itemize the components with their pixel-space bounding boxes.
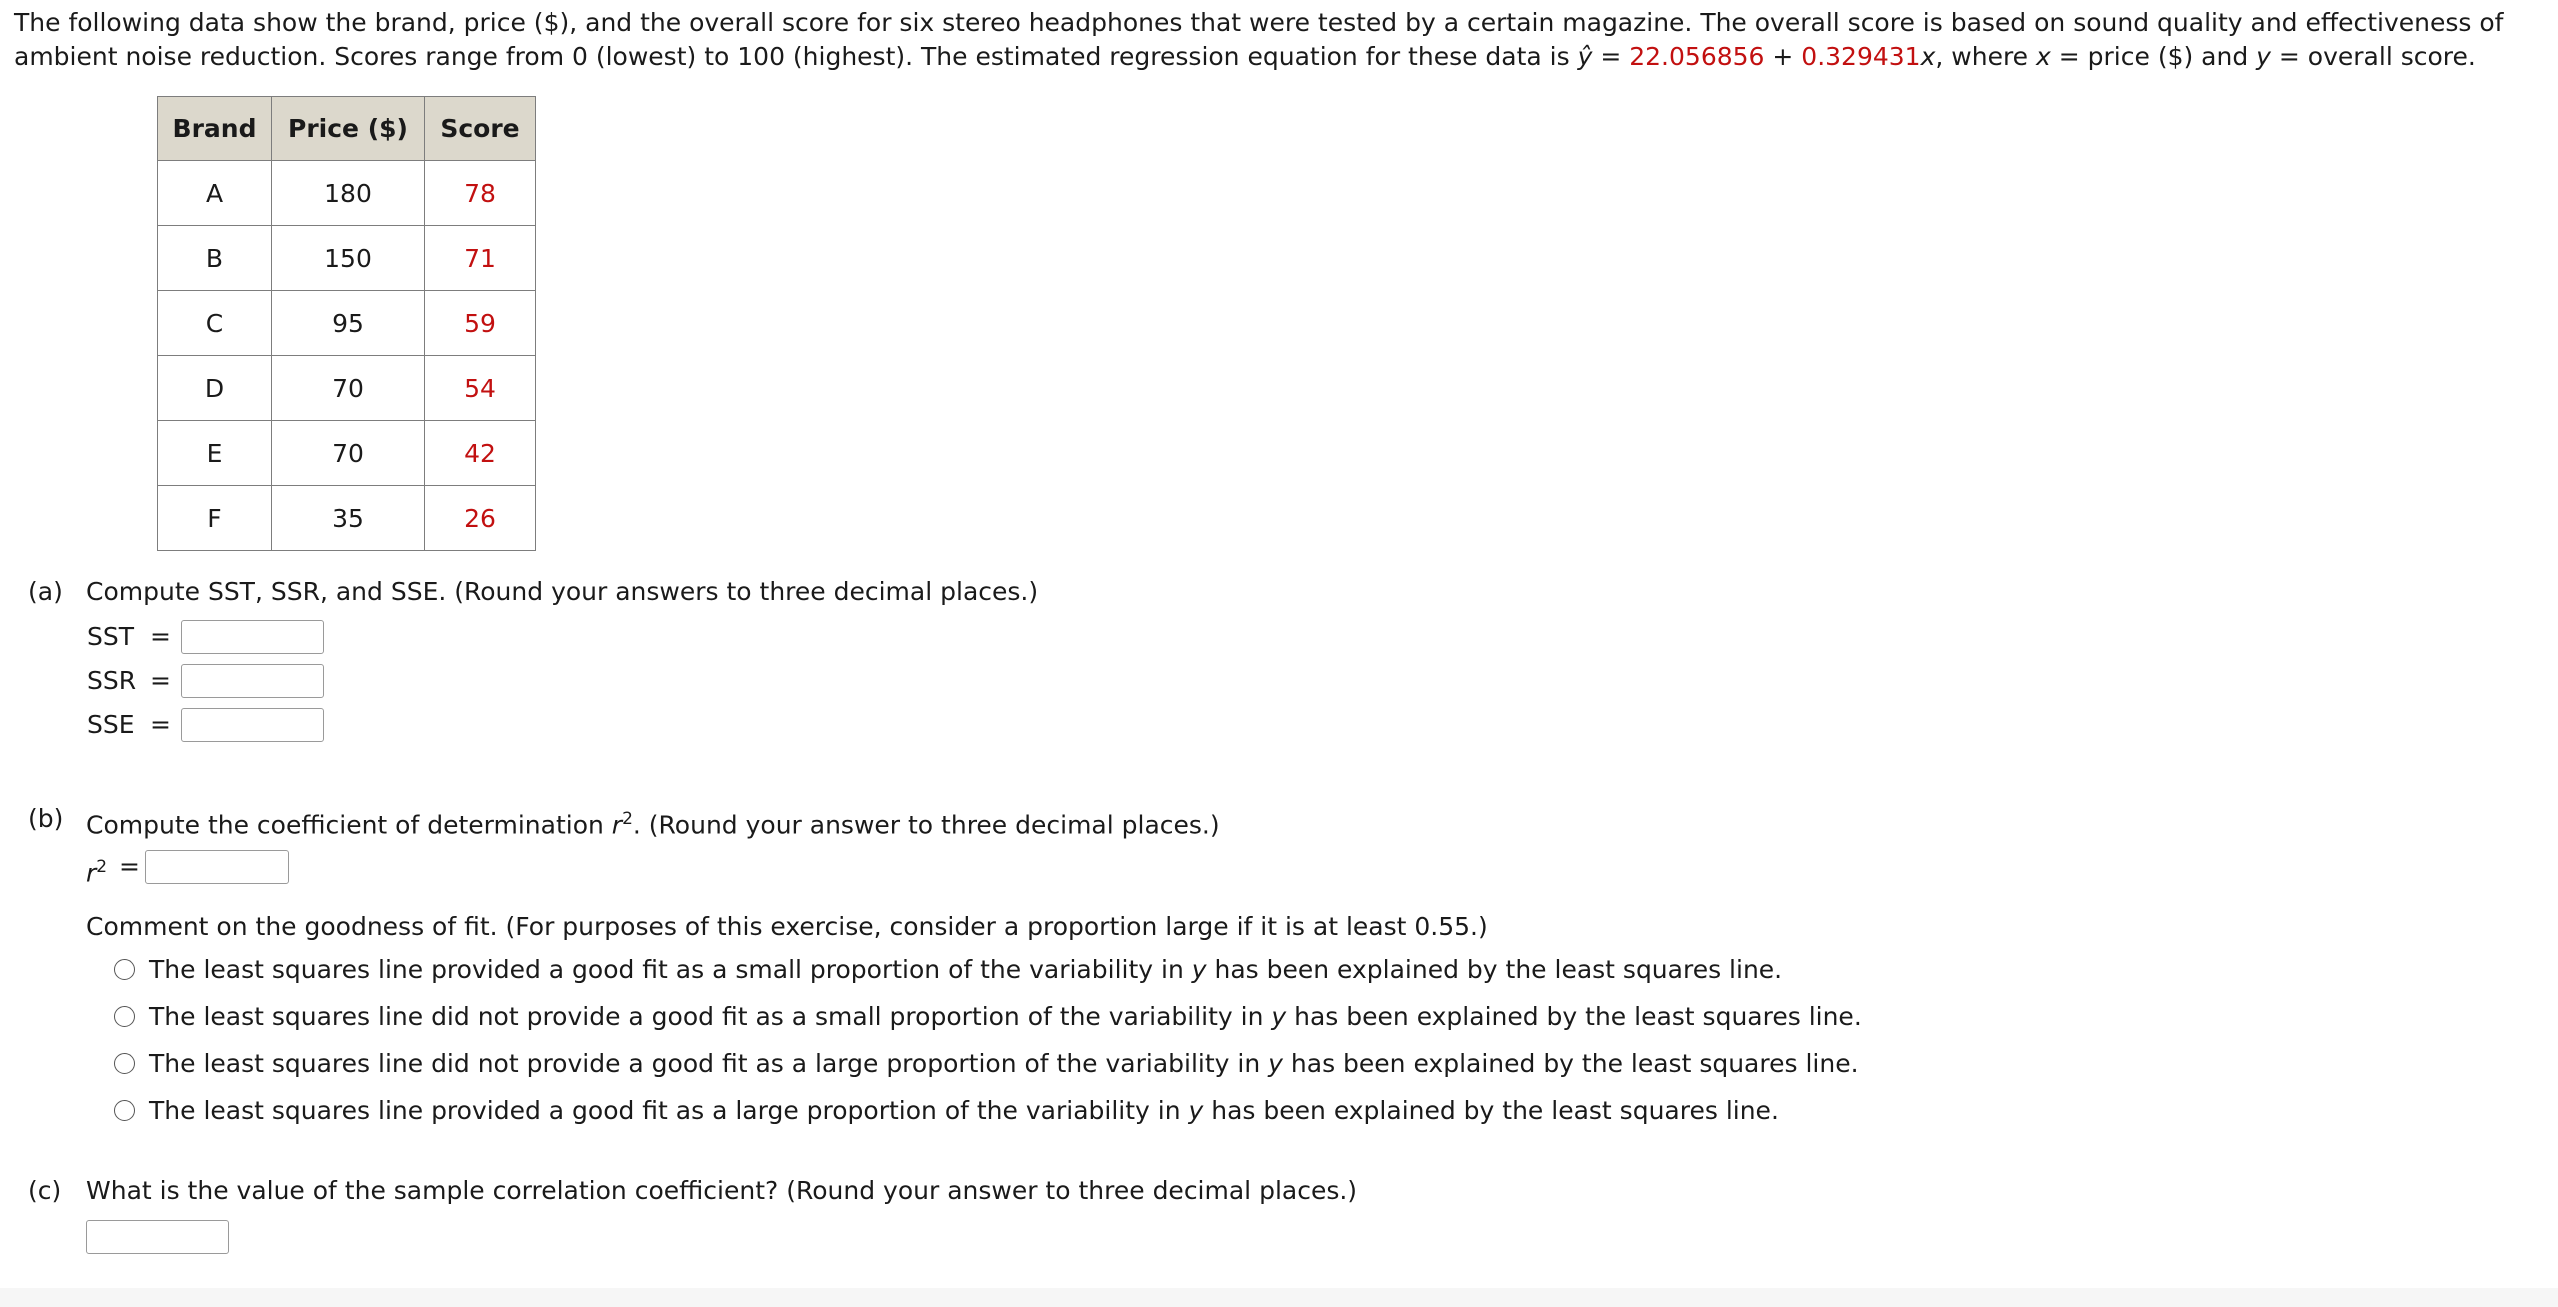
score-cell: 26 [425, 486, 536, 551]
correlation-input[interactable] [86, 1220, 229, 1254]
goodness-of-fit-prompt: Comment on the goodness of fit. (For purposes of this exercise, consider a proportion large if it is at least 0.55.) [86, 912, 1488, 941]
part-b-letter: (b) [28, 804, 64, 833]
brand-cell: F [158, 486, 272, 551]
score-cell: 59 [425, 291, 536, 356]
brand-cell: E [158, 421, 272, 486]
table-row [158, 291, 536, 356]
score-cell: 42 [425, 421, 536, 486]
brand-cell: D [158, 356, 272, 421]
radio-button[interactable] [114, 1006, 135, 1027]
sse-input[interactable] [181, 708, 324, 742]
score-cell: 78 [425, 161, 536, 226]
brand-cell: B [158, 226, 272, 291]
price-cell: 70 [272, 356, 425, 421]
part-c-letter: (c) [28, 1176, 62, 1205]
ssr-label: SSR [87, 666, 137, 695]
header-score: Score [425, 97, 536, 161]
part-c-question: What is the value of the sample correlation coefficient? (Round your answer to three decimal places.) [86, 1176, 1358, 1205]
fit-option-2[interactable]: The least squares line did not provide a good fit as a small proportion of the variability in y has been explained by the least squares line. [114, 1001, 1862, 1033]
price-cell: 180 [272, 161, 425, 226]
data-table [157, 96, 536, 551]
fit-option-3[interactable]: The least squares line did not provide a good fit as a large proportion of the variability in y has been explained by the least squares line. [114, 1048, 1859, 1080]
price-cell: 150 [272, 226, 425, 291]
table-row [158, 226, 536, 291]
sst-equals: = [150, 622, 171, 651]
ssr-input[interactable] [181, 664, 324, 698]
radio-button[interactable] [114, 959, 135, 980]
r2-equals: = [119, 852, 140, 881]
header-price: Price ($) [272, 97, 425, 161]
table-row [158, 486, 536, 551]
fit-option-4[interactable]: The least squares line provided a good fit as a large proportion of the variability in y has been explained by the least squares line. [114, 1095, 1779, 1127]
sst-label: SST [87, 622, 135, 651]
table-row [158, 356, 536, 421]
sst-input[interactable] [181, 620, 324, 654]
r2-label: $r^2$ [86, 857, 108, 888]
radio-button[interactable] [114, 1100, 135, 1121]
brand-cell: A [158, 161, 272, 226]
table-row [158, 161, 536, 226]
score-cell: 71 [425, 226, 536, 291]
price-cell: 95 [272, 291, 425, 356]
part-a-question: Compute SST, SSR, and SSE. (Round your answers to three decimal places.) [86, 577, 1039, 606]
price-cell: 35 [272, 486, 425, 551]
sse-equals: = [150, 710, 171, 739]
sse-label: SSE [87, 710, 135, 739]
table-row [158, 421, 536, 486]
score-cell: 54 [425, 356, 536, 421]
problem-intro: The following data show the brand, price ($), and the overall score for six stereo headphones that were tested by a certain magazine. The overall score is based on sound quality and effectiveness of ambient noise reduction. Scores range from 0 (lowest) to 100 (highest). The estimated regression equation for these data is ŷ = 22.056856 + 0.329431x, where x = price ($) and y = overall score. [14, 8, 2504, 71]
part-a-letter: (a) [28, 577, 63, 606]
fit-option-1[interactable]: The least squares line provided a good fit as a small proportion of the variability in y has been explained by the least squares line. [114, 954, 1782, 986]
part-b-question: Compute the coefficient of determination $r^2$. (Round your answer to three decimal places.) [86, 809, 1220, 840]
header-brand: Brand [158, 97, 272, 161]
brand-cell: C [158, 291, 272, 356]
ssr-equals: = [150, 666, 171, 695]
price-cell: 70 [272, 421, 425, 486]
page-footer-shade [0, 1288, 2558, 1307]
r2-input[interactable] [145, 850, 289, 884]
radio-button[interactable] [114, 1053, 135, 1074]
